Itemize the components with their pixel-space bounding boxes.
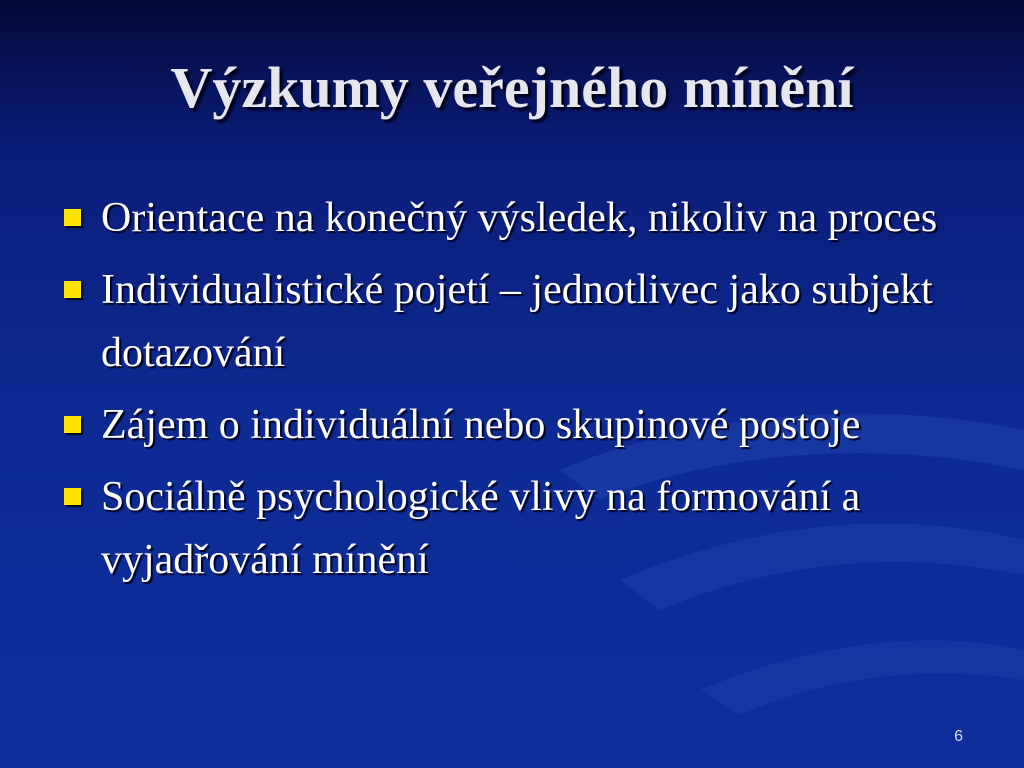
bullet-list bbox=[62, 187, 982, 601]
bullet-text: Zájem o individuální nebo skupinové postoje bbox=[101, 402, 861, 448]
slide-title: Výzkumy veřejného mínění bbox=[170, 55, 854, 120]
swirl-band-lower bbox=[700, 640, 1024, 715]
bullet-text: Sociálně psychologické vlivy na formování a vyjadřování mínění bbox=[101, 474, 861, 583]
square-bullet-icon bbox=[64, 488, 81, 505]
bullet-text: Orientace na konečný výsledek, nikoliv na proces bbox=[101, 195, 938, 241]
bullet-item bbox=[62, 466, 982, 592]
square-bullet-icon bbox=[64, 416, 81, 433]
square-bullet-icon bbox=[64, 209, 81, 226]
square-bullet-icon bbox=[64, 281, 81, 298]
bullet-text: Individualistické pojetí – jednotlivec jako subjekt dotazování bbox=[101, 267, 933, 376]
page-number: 6 bbox=[954, 728, 963, 745]
bullet-item bbox=[62, 394, 982, 457]
bullet-item bbox=[62, 259, 982, 385]
bullet-item bbox=[62, 187, 982, 250]
